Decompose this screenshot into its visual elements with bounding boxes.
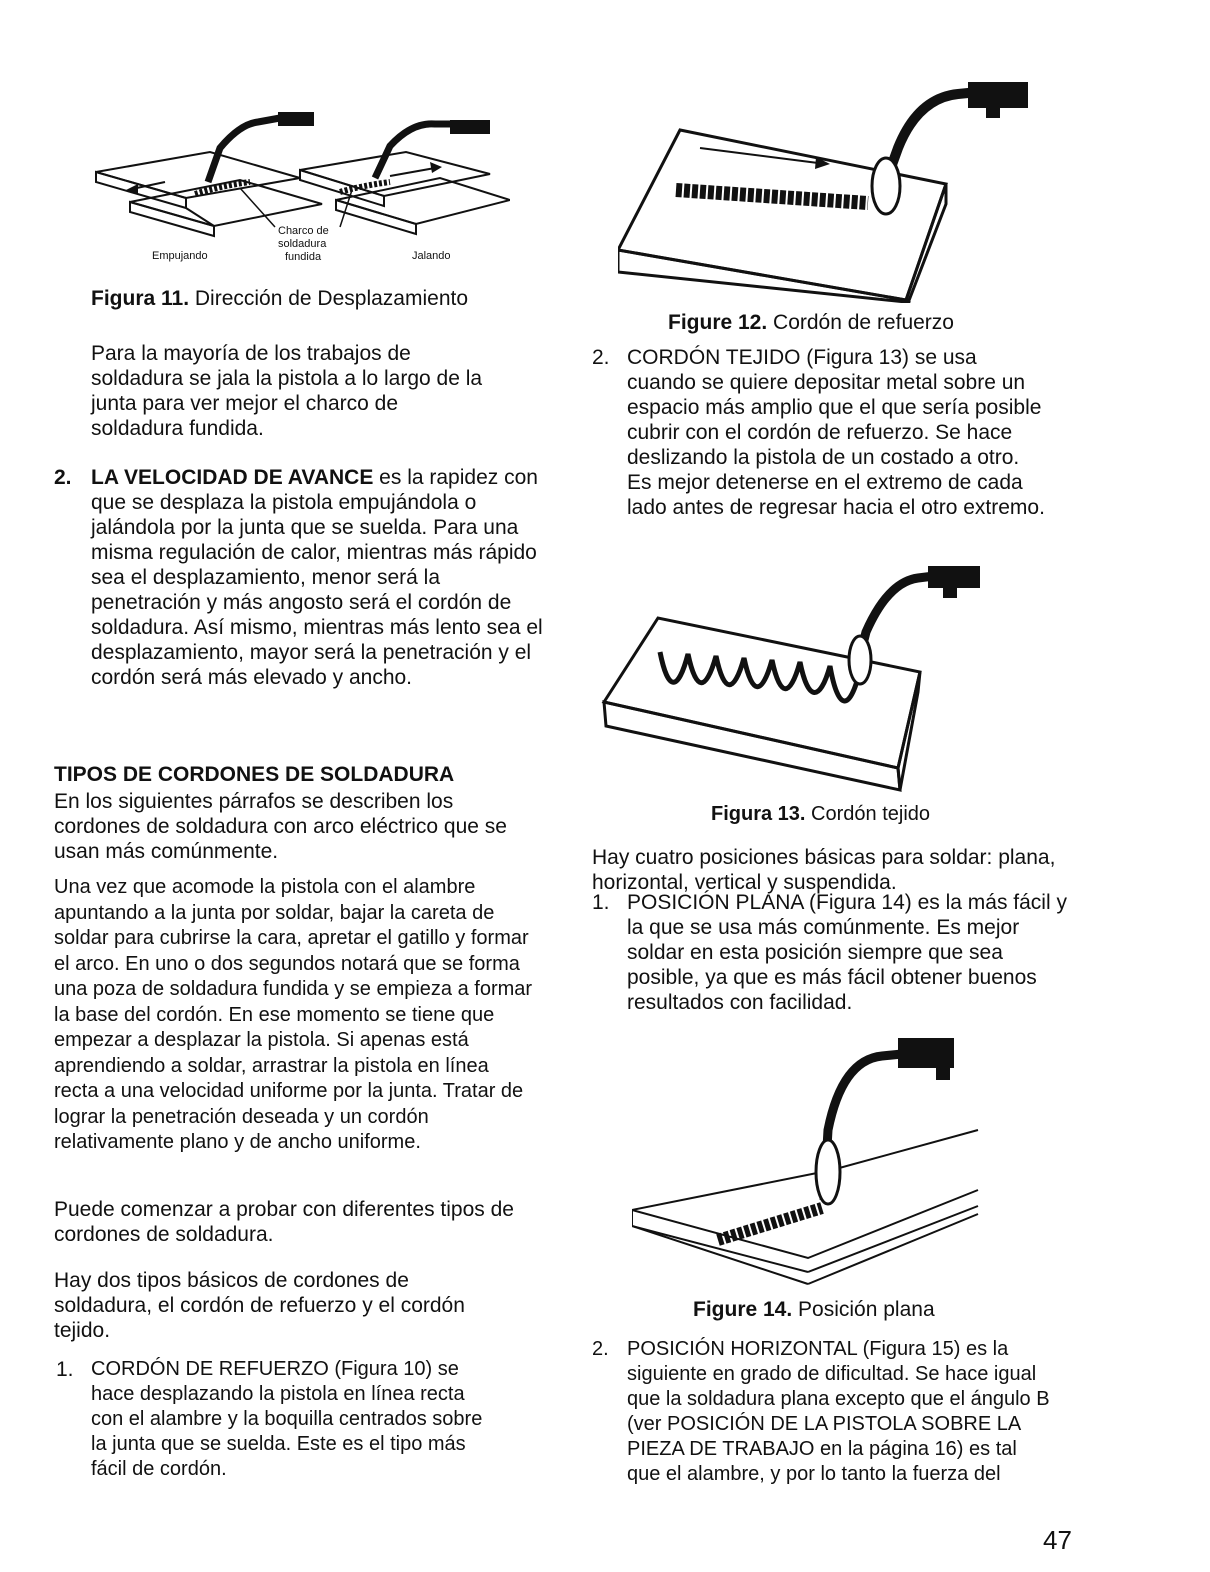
label-puddle-3: fundida — [285, 251, 322, 263]
figure-14-caption-number: Figure 14. — [693, 1298, 793, 1321]
figure-11-caption-number: Figura 11. — [91, 287, 190, 310]
item-2-number: 2. — [54, 466, 72, 489]
label-pushing: Empujando — [152, 250, 208, 262]
travel-speed-text: es la rapidez con que se desplaza la pistola empujándola o jalándola por la junta que se suelda. Para una misma regulación de calor, mientras más rápido sea el desplazamiento, menor será la penetración y más angosto será el cordón de soldadura. Así mismo, mientras más lento sea el desplazamiento, mayor será la penetración y el cordón será más elevado y ancho. — [91, 466, 543, 689]
figure-11-caption — [91, 287, 468, 311]
plates-pushing — [96, 152, 322, 236]
weave-item-number: 2. — [592, 346, 610, 369]
paragraph-try-beads: Puede comenzar a probar con diferentes tipos de cordones de soldadura. — [54, 1198, 514, 1246]
figure-11-caption-text: Dirección de Desplazamiento — [189, 287, 469, 310]
figure-14-caption — [693, 1298, 935, 1322]
paragraph-positions-intro: Hay cuatro posiciones básicas para soldar: plana, horizontal, vertical y suspendida. — [592, 846, 1056, 894]
page-number: 47 — [1043, 1525, 1072, 1555]
figure-12-caption-text: Cordón de refuerzo — [767, 311, 954, 334]
paragraph-weave-bead: CORDÓN TEJIDO (Figura 13) se usa cuando se quiere depositar metal sobre un espacio más amplio que el que sería posible cubrir con el cordón de refuerzo. Se hace deslizando la pistola de un costado a otro. Es mejor detenerse en el extremo de cada lado antes de regresar hacia el otro extremo. — [627, 346, 1045, 519]
paragraph-stringer-bead: CORDÓN DE REFUERZO (Figura 10) se hace desplazando la pistola en línea recta con el alambre y la boquilla centrados sobre la junta que se suelda. Este es el tipo más fácil de cordón. — [91, 1358, 483, 1480]
horizontal-position-number: 2. — [592, 1338, 609, 1360]
figure-14-caption-text: Posición plana — [792, 1298, 935, 1321]
flat-position-number: 1. — [592, 891, 610, 914]
paragraph-start-weld: Una vez que acomode la pistola con el alambre apuntando a la junta por soldar, bajar la careta de soldar para cubrirse la cara, apretar el gatillo y formar el arco. En uno o dos segundos notará que se forma una poza de soldadura fundida y se empieza a formar la base del cordón. En ese momento se tiene que empezar a desplazar la pistola. Si apenas está aprendiendo a soldar, arrastrar la pistola en línea recta a una velocidad uniforme por la junta. Tratar de lograr la penetración deseada y un cordón relativamente plano y de ancho uniforme. — [54, 876, 533, 1153]
figure-13-caption-number: Figura 13. — [711, 803, 806, 825]
paragraph-pull-gun: Para la mayoría de los trabajos de soldadura se jala la pistola a lo largo de la junta para ver mejor el charco de soldadura fundida. — [91, 342, 483, 440]
flat-bead — [718, 1208, 822, 1240]
figure-12-illustration — [618, 78, 1058, 303]
stringer-bead — [676, 190, 868, 203]
arrow-pulling — [390, 168, 435, 176]
figure-13-caption-text: Cordón tejido — [805, 803, 931, 825]
paragraph-two-types: Hay dos tipos básicos de cordones de soldadura, el cordón de refuerzo y el cordón tejido. — [54, 1269, 465, 1342]
section-heading-bead-types: TIPOS DE CORDONES DE SOLDADURA — [54, 763, 455, 786]
paragraph-flat-position: POSICIÓN PLANA (Figura 14) es la más fácil y la que se usa más comúnmente. Es mejor soldar en esta posición siempre que sea posible, ya que es más fácil obtener buenos resultados con facilidad. — [627, 891, 1067, 1014]
paragraph-horizontal-position: POSICIÓN HORIZONTAL (Figura 15) es la siguiente en grado de dificultad. Se hace igual que la soldadura plana excepto que el ángulo B (ver POSICIÓN DE LA PISTOLA SOBRE LA PIEZA DE TRABAJO en la página 16) es tal que el alambre, y por lo tanto la fuerza del — [627, 1338, 1050, 1485]
weave-bead — [660, 652, 860, 701]
travel-speed-term: LA VELOCIDAD DE AVANCE — [91, 466, 374, 489]
item-1-number: 1. — [56, 1358, 74, 1381]
figure-11-illustration — [90, 112, 510, 272]
paragraph-bead-intro: En los siguientes párrafos se describen los cordones de soldadura con arco eléctrico que se usan más comúnmente. — [54, 790, 507, 863]
label-puddle-2: soldadura — [278, 238, 327, 250]
plates-pulling — [300, 152, 510, 234]
paragraph-travel-speed — [91, 465, 551, 690]
figure-13-caption — [711, 803, 930, 826]
figure-12-caption — [668, 311, 954, 335]
label-pulling: Jalando — [412, 250, 451, 262]
torch-pulling — [375, 124, 452, 178]
figure-13-illustration — [598, 562, 1018, 792]
figure-12-caption-number: Figure 12. — [668, 311, 768, 334]
figure-14-illustration — [632, 1030, 992, 1290]
torch-pushing — [208, 118, 280, 182]
label-puddle-1: Charco de — [278, 225, 329, 237]
